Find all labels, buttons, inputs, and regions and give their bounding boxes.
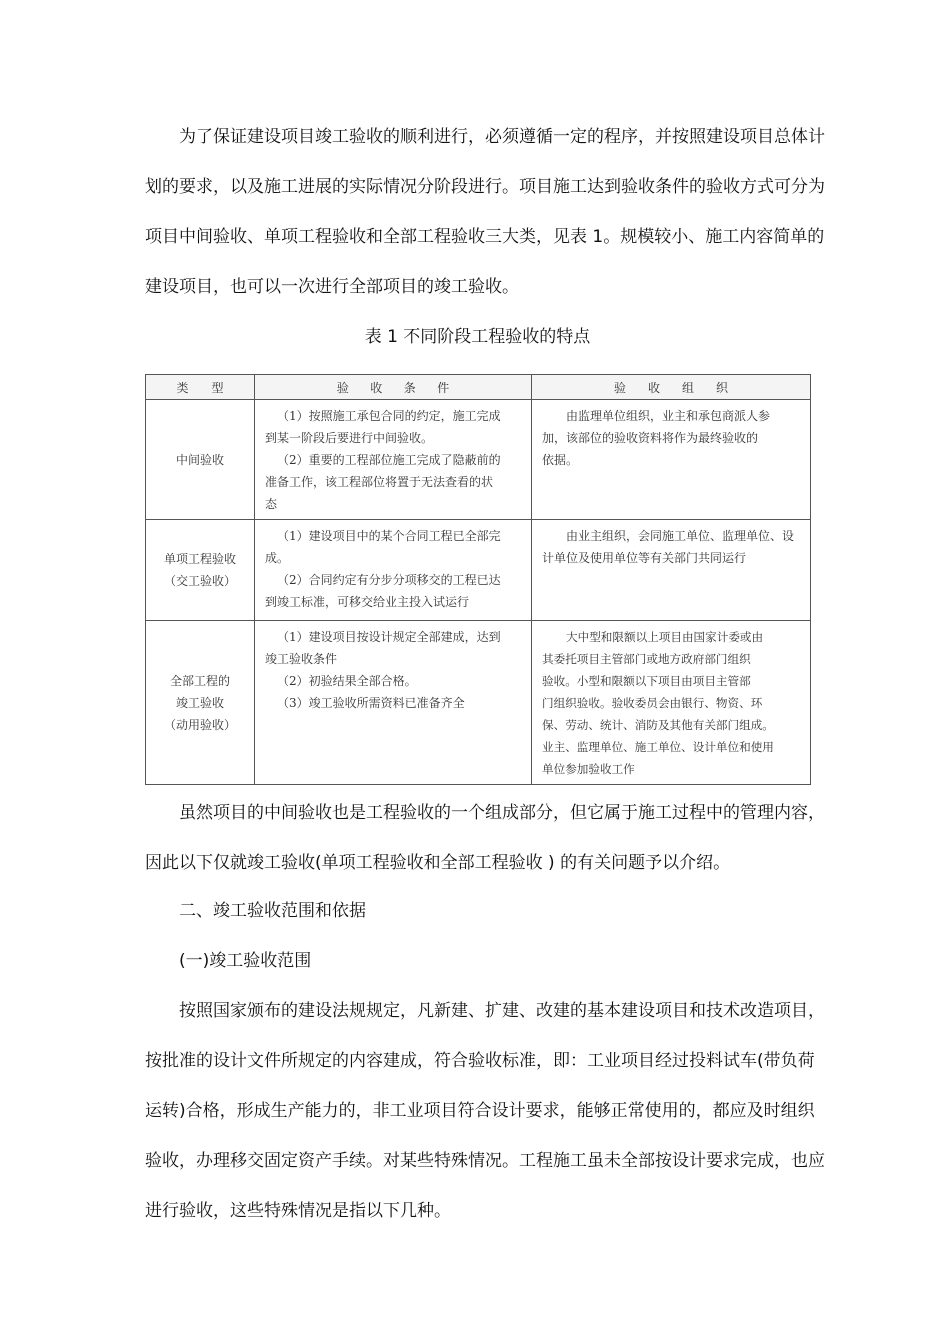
acceptance-stages-table xyxy=(145,374,811,785)
cell-type: 单项工程验收 （交工验收） xyxy=(146,520,255,621)
mid-acceptance-paragraph xyxy=(145,788,825,888)
paragraph-line: 为了保证建设项目竣工验收的顺利进行，必须遵循一定的程序，并按照建设项目总体计 xyxy=(179,127,825,147)
cell-type: 中间验收 xyxy=(146,400,255,520)
paragraph-line: 建设项目，也可以一次进行全部项目的竣工验收。 xyxy=(145,277,519,297)
cell-conditions: （1）按照施工承包合同的约定，施工完成 到某一阶段后要进行中间验收。 （2）重要的工程部位施工完成了隐蔽前的 准备工作，该工程部位将置于无法查看的状 态 xyxy=(255,400,532,520)
cell-organization: 由监理单位组织，业主和承包商派人参 加，该部位的验收资料将作为最终验收的 依据。 xyxy=(532,400,811,520)
paragraph-line: 按批准的设计文件所规定的内容建成，符合验收标准，即：工业项目经过投料试车(带负荷 xyxy=(145,1051,815,1071)
cell-organization: 由业主组织，会同施工单位、监理单位、设 计单位及使用单位等有关部门共同运行 xyxy=(532,520,811,621)
paragraph-line: 虽然项目的中间验收也是工程验收的一个组成部分，但它属于施工过程中的管理内容， xyxy=(179,803,825,823)
paragraph-line: 进行验收，这些特殊情况是指以下几种。 xyxy=(145,1201,451,1221)
table-caption: 表 1 不同阶段工程验收的特点 xyxy=(364,327,591,347)
paragraph-line: 划的要求，以及施工进展的实际情况分阶段进行。项目施工达到验收条件的验收方式可分为 xyxy=(145,177,825,197)
section-heading: 二、竣工验收范围和依据 xyxy=(179,901,366,921)
subsection-heading: (一)竣工验收范围 xyxy=(179,951,312,971)
paragraph-line: 项目中间验收、单项工程验收和全部工程验收三大类，见表 1。规模较小、施工内容简单的 xyxy=(145,227,825,247)
paragraph-line: 因此以下仅就竣工验收(单项工程验收和全部工程验收 ) 的有关问题予以介绍。 xyxy=(145,853,731,873)
intro-paragraph xyxy=(145,112,825,312)
cell-conditions: （1）建设项目中的某个合同工程已全部完 成。 （2）合同约定有分步分项移交的工程已达 到竣工标准，可移交给业主投入试运行 xyxy=(255,520,532,621)
table-header-row xyxy=(146,375,811,400)
cell-type: 全部工程的 竣工验收 （动用验收） xyxy=(146,621,255,785)
paragraph-line: 按照国家颁布的建设法规规定，凡新建、扩建、改建的基本建设项目和技术改造项目， xyxy=(179,1001,825,1021)
paragraph-line: 验收，办理移交固定资产手续。对某些特殊情况。工程施工虽未全部按设计要求完成，也应 xyxy=(145,1151,825,1171)
scope-paragraph xyxy=(145,986,825,1236)
header-conditions: 验 收 条 件 xyxy=(255,375,532,400)
header-type: 类 型 xyxy=(146,375,255,400)
cell-conditions: （1）建设项目按设计规定全部建成，达到 竣工验收条件 （2）初验结果全部合格。 （3）竣工验收所需资料已准备齐全 xyxy=(255,621,532,785)
cell-organization: 大中型和限额以上项目由国家计委或由 其委托项目主管部门或地方政府部门组织 验收。小型和限额以下项目由项目主管部 门组织验收。验收委员会由银行、物资、环 保、劳动、统计、消防及其他有关部门组成。 业主、监理单位、施工单位、设计单位和使用 单位参加验收工作 xyxy=(532,621,811,785)
header-organization: 验 收 组 织 xyxy=(532,375,811,400)
table-row xyxy=(146,520,811,621)
paragraph-line: 运转)合格，形成生产能力的，非工业项目符合设计要求，能够正常使用的，都应及时组织 xyxy=(145,1101,815,1121)
table-row xyxy=(146,621,811,785)
table-row xyxy=(146,400,811,520)
